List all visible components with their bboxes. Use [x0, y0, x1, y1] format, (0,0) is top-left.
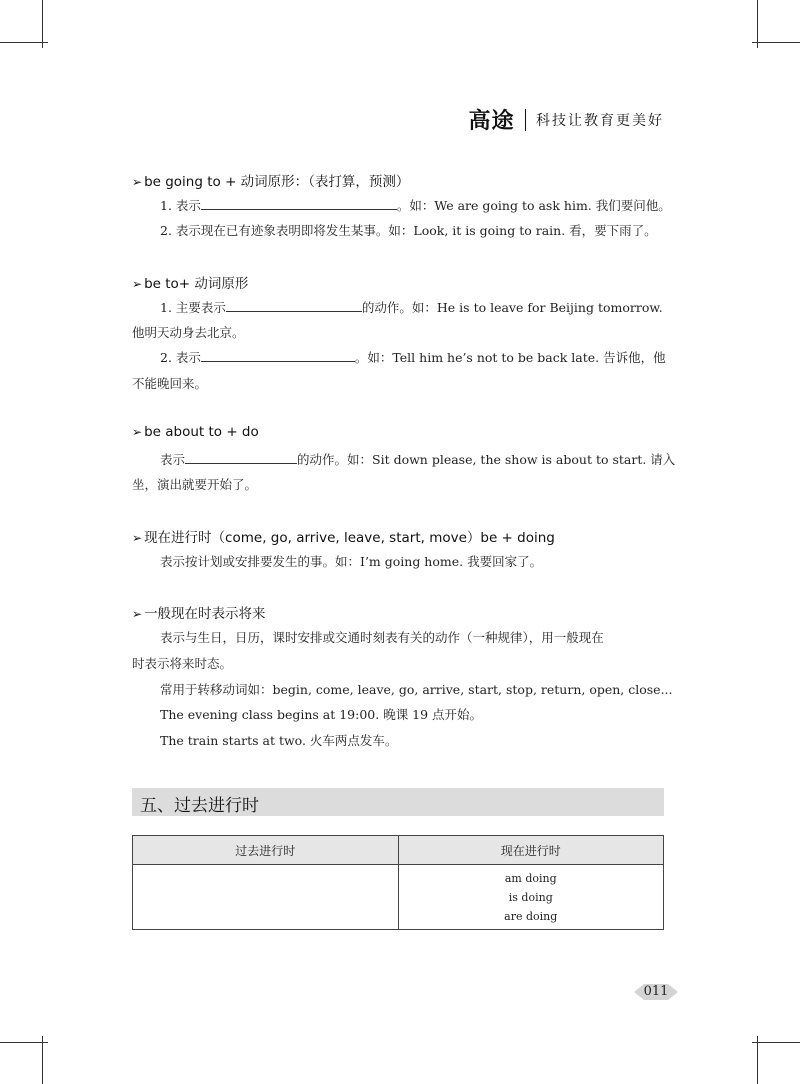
- paragraph: 他明天动身去北京。: [132, 325, 245, 340]
- crop-mark: [757, 1036, 758, 1084]
- table-cell: [398, 865, 664, 930]
- cell-line: am doing: [504, 871, 557, 885]
- page-number-badge: [634, 982, 678, 1002]
- paragraph: 时表示将来时态。: [132, 656, 233, 671]
- paragraph: 2. 表示 。如：Tell him he’s not to be back late. 告诉他，他: [160, 350, 666, 365]
- paragraph: The train starts at two. 火车两点发车。: [160, 733, 398, 748]
- brand-header: [468, 104, 664, 135]
- crop-mark: [752, 1042, 800, 1043]
- paragraph: 坐，演出就要开始了。: [132, 477, 258, 492]
- crop-mark: [42, 0, 43, 48]
- tense-table: [132, 835, 664, 930]
- cell-line: is doing: [508, 890, 553, 904]
- paragraph: 1. 表示 。如：We are going to ask him. 我们要问他。: [160, 198, 671, 213]
- paragraph: The evening class begins at 19:00. 晚课 19 点开始。: [160, 707, 483, 722]
- fill-blank: [201, 349, 355, 362]
- section-heading: ➢ 现在进行时（come, go, arrive, leave, start, move）be + doing: [132, 530, 555, 546]
- arrow-icon: ➢: [132, 175, 143, 189]
- section-heading: ➢ be going to + 动词原形：（表打算，预测）: [132, 174, 410, 190]
- paragraph: 表示按计划或安排要发生的事。如：I’m going home. 我要回家了。: [160, 554, 543, 569]
- paragraph: 常用于转移动词如：begin, come, leave, go, arrive, start, stop, return, open, close...: [160, 682, 673, 697]
- arrow-icon: ➢: [132, 607, 143, 621]
- arrow-icon: ➢: [132, 277, 143, 291]
- table-header: 现在进行时: [398, 836, 664, 865]
- paragraph: 表示与生日，日历，课时安排或交通时刻表有关的动作（一种规律），用一般现在: [160, 630, 604, 645]
- table-cell-empty: [133, 865, 399, 930]
- paragraph: 1. 主要表示 的动作。如：He is to leave for Beijing tomorrow.: [160, 300, 663, 315]
- paragraph: 不能晚回来。: [132, 376, 208, 391]
- brand-divider: [525, 109, 527, 131]
- page-number: 011: [643, 984, 669, 999]
- brand-logo: 高途: [468, 109, 515, 134]
- fill-blank: [185, 451, 297, 464]
- table-row: [133, 865, 664, 930]
- paragraph: 2. 表示现在已有迹象表明即将发生某事。如：Look, it is going to rain. 看，要下雨了。: [160, 223, 657, 238]
- crop-mark: [752, 42, 800, 43]
- section-heading: ➢ be about to + do: [132, 424, 259, 440]
- table-header: 过去进行时: [133, 836, 399, 865]
- section-heading: ➢ be to+ 动词原形: [132, 276, 249, 292]
- arrow-icon: ➢: [132, 425, 143, 439]
- crop-mark: [42, 1036, 43, 1084]
- crop-mark: [757, 0, 758, 48]
- fill-blank: [226, 299, 362, 312]
- section-title-bar: [132, 788, 664, 816]
- section-heading: ➢ 一般现在时表示将来: [132, 606, 266, 622]
- table-header-row: [133, 836, 664, 865]
- crop-mark: [0, 42, 48, 43]
- cell-line: are doing: [504, 909, 558, 923]
- crop-mark: [0, 1042, 48, 1043]
- arrow-icon: ➢: [132, 531, 143, 545]
- brand-slogan: 科技让教育更美好: [536, 112, 664, 129]
- section-title: 五、过去进行时: [140, 796, 259, 816]
- paragraph: 表示 的动作。如：Sit down please, the show is about to start. 请入: [160, 452, 676, 467]
- fill-blank: [201, 197, 397, 210]
